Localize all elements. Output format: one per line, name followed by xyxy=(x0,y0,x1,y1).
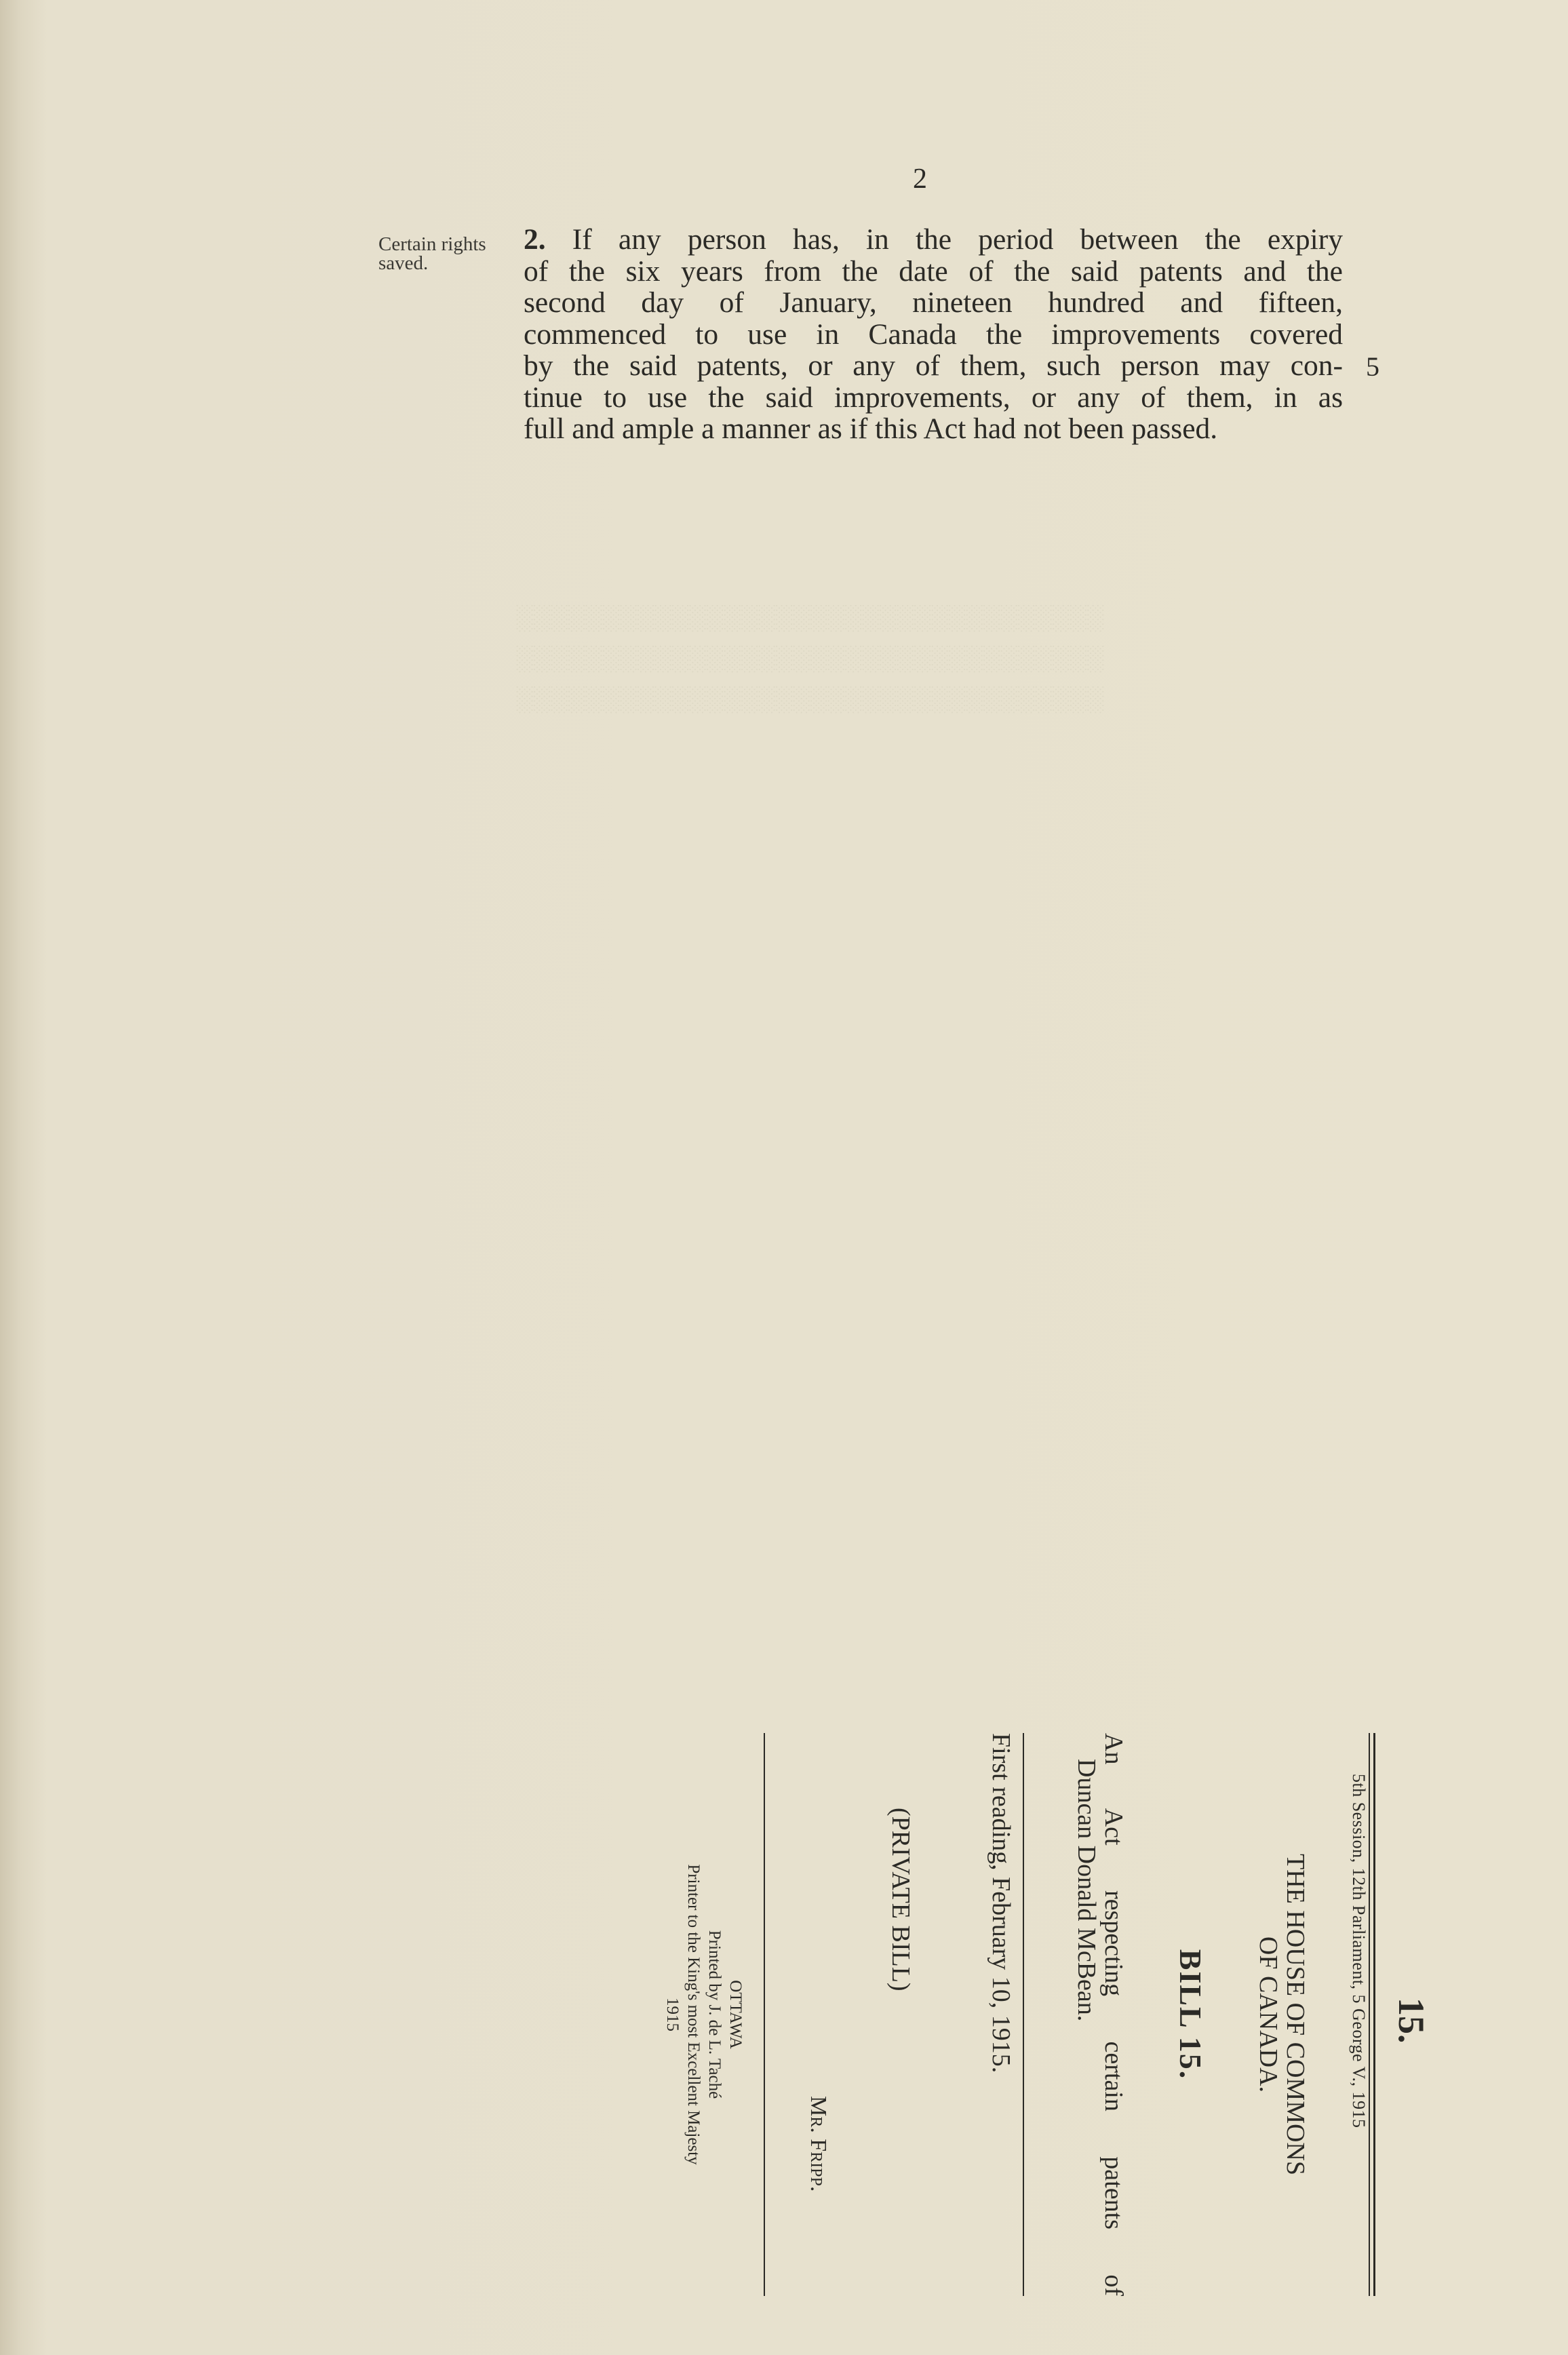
section-line: by the said patents, or any of them, such person may con- xyxy=(524,349,1343,382)
section-line: tinue to use the said improvements, or any of them, in as xyxy=(524,381,1343,414)
bleed-through: ░░░░░░░░░░░░░░░░░░░░░░░░░░░░░░░░░░ ░░░░░░░░░░░░░░░░░░░░░░░░░░░░░░░░░░ ░░░░░░░░░░░░░░░░░░░░░░░░░░░░░░░░░░ xyxy=(515,604,1104,712)
page-number: 2 xyxy=(913,163,927,195)
section-line: full and ample a manner as if this Act had not been passed. xyxy=(524,412,1218,445)
line-number-marker: 5 xyxy=(1366,351,1379,382)
bill-number: 15. xyxy=(1391,1998,1432,2044)
section-line: commenced to use in Canada the improvements covered xyxy=(524,317,1343,351)
member-name: Mr. Fripp. xyxy=(806,2096,831,2192)
double-rule-top xyxy=(1369,1733,1370,2296)
bill-back-cover xyxy=(380,1733,1451,2296)
first-reading: First reading, February 10, 1915. xyxy=(987,1733,1015,2074)
double-rule-top xyxy=(1373,1733,1375,2296)
rule xyxy=(1023,1733,1024,2296)
section-2-text xyxy=(524,224,1343,445)
house-title: THE HOUSE OF COMMONS OF CANADA. xyxy=(1254,1854,1310,2175)
session-line: 5th Session, 12th Parliament, 5 George V., 1915 xyxy=(1349,1774,1369,2128)
section-line: of the six years from the date of the said patents and the xyxy=(524,254,1343,288)
section-number: 2. xyxy=(524,223,546,256)
section-line: second day of January, nineteen hundred and fifteen, xyxy=(524,286,1343,319)
bill-title: BILL 15. xyxy=(1173,1949,1208,2080)
margin-note: Certain rights saved. xyxy=(378,233,486,274)
rule-bottom xyxy=(764,1733,765,2296)
private-bill-label: (PRIVATE BILL) xyxy=(886,1808,915,1991)
imprint: OTTAWA Printed by J. de L. Taché Printer to the King's most Excellent Majesty 1915 xyxy=(663,1864,745,2165)
section-line: 2. If any person has, in the period between the expiry xyxy=(524,223,1344,256)
act-title: An Act respecting certain patents of Duncan Donald McBean. xyxy=(1072,1733,1128,2296)
